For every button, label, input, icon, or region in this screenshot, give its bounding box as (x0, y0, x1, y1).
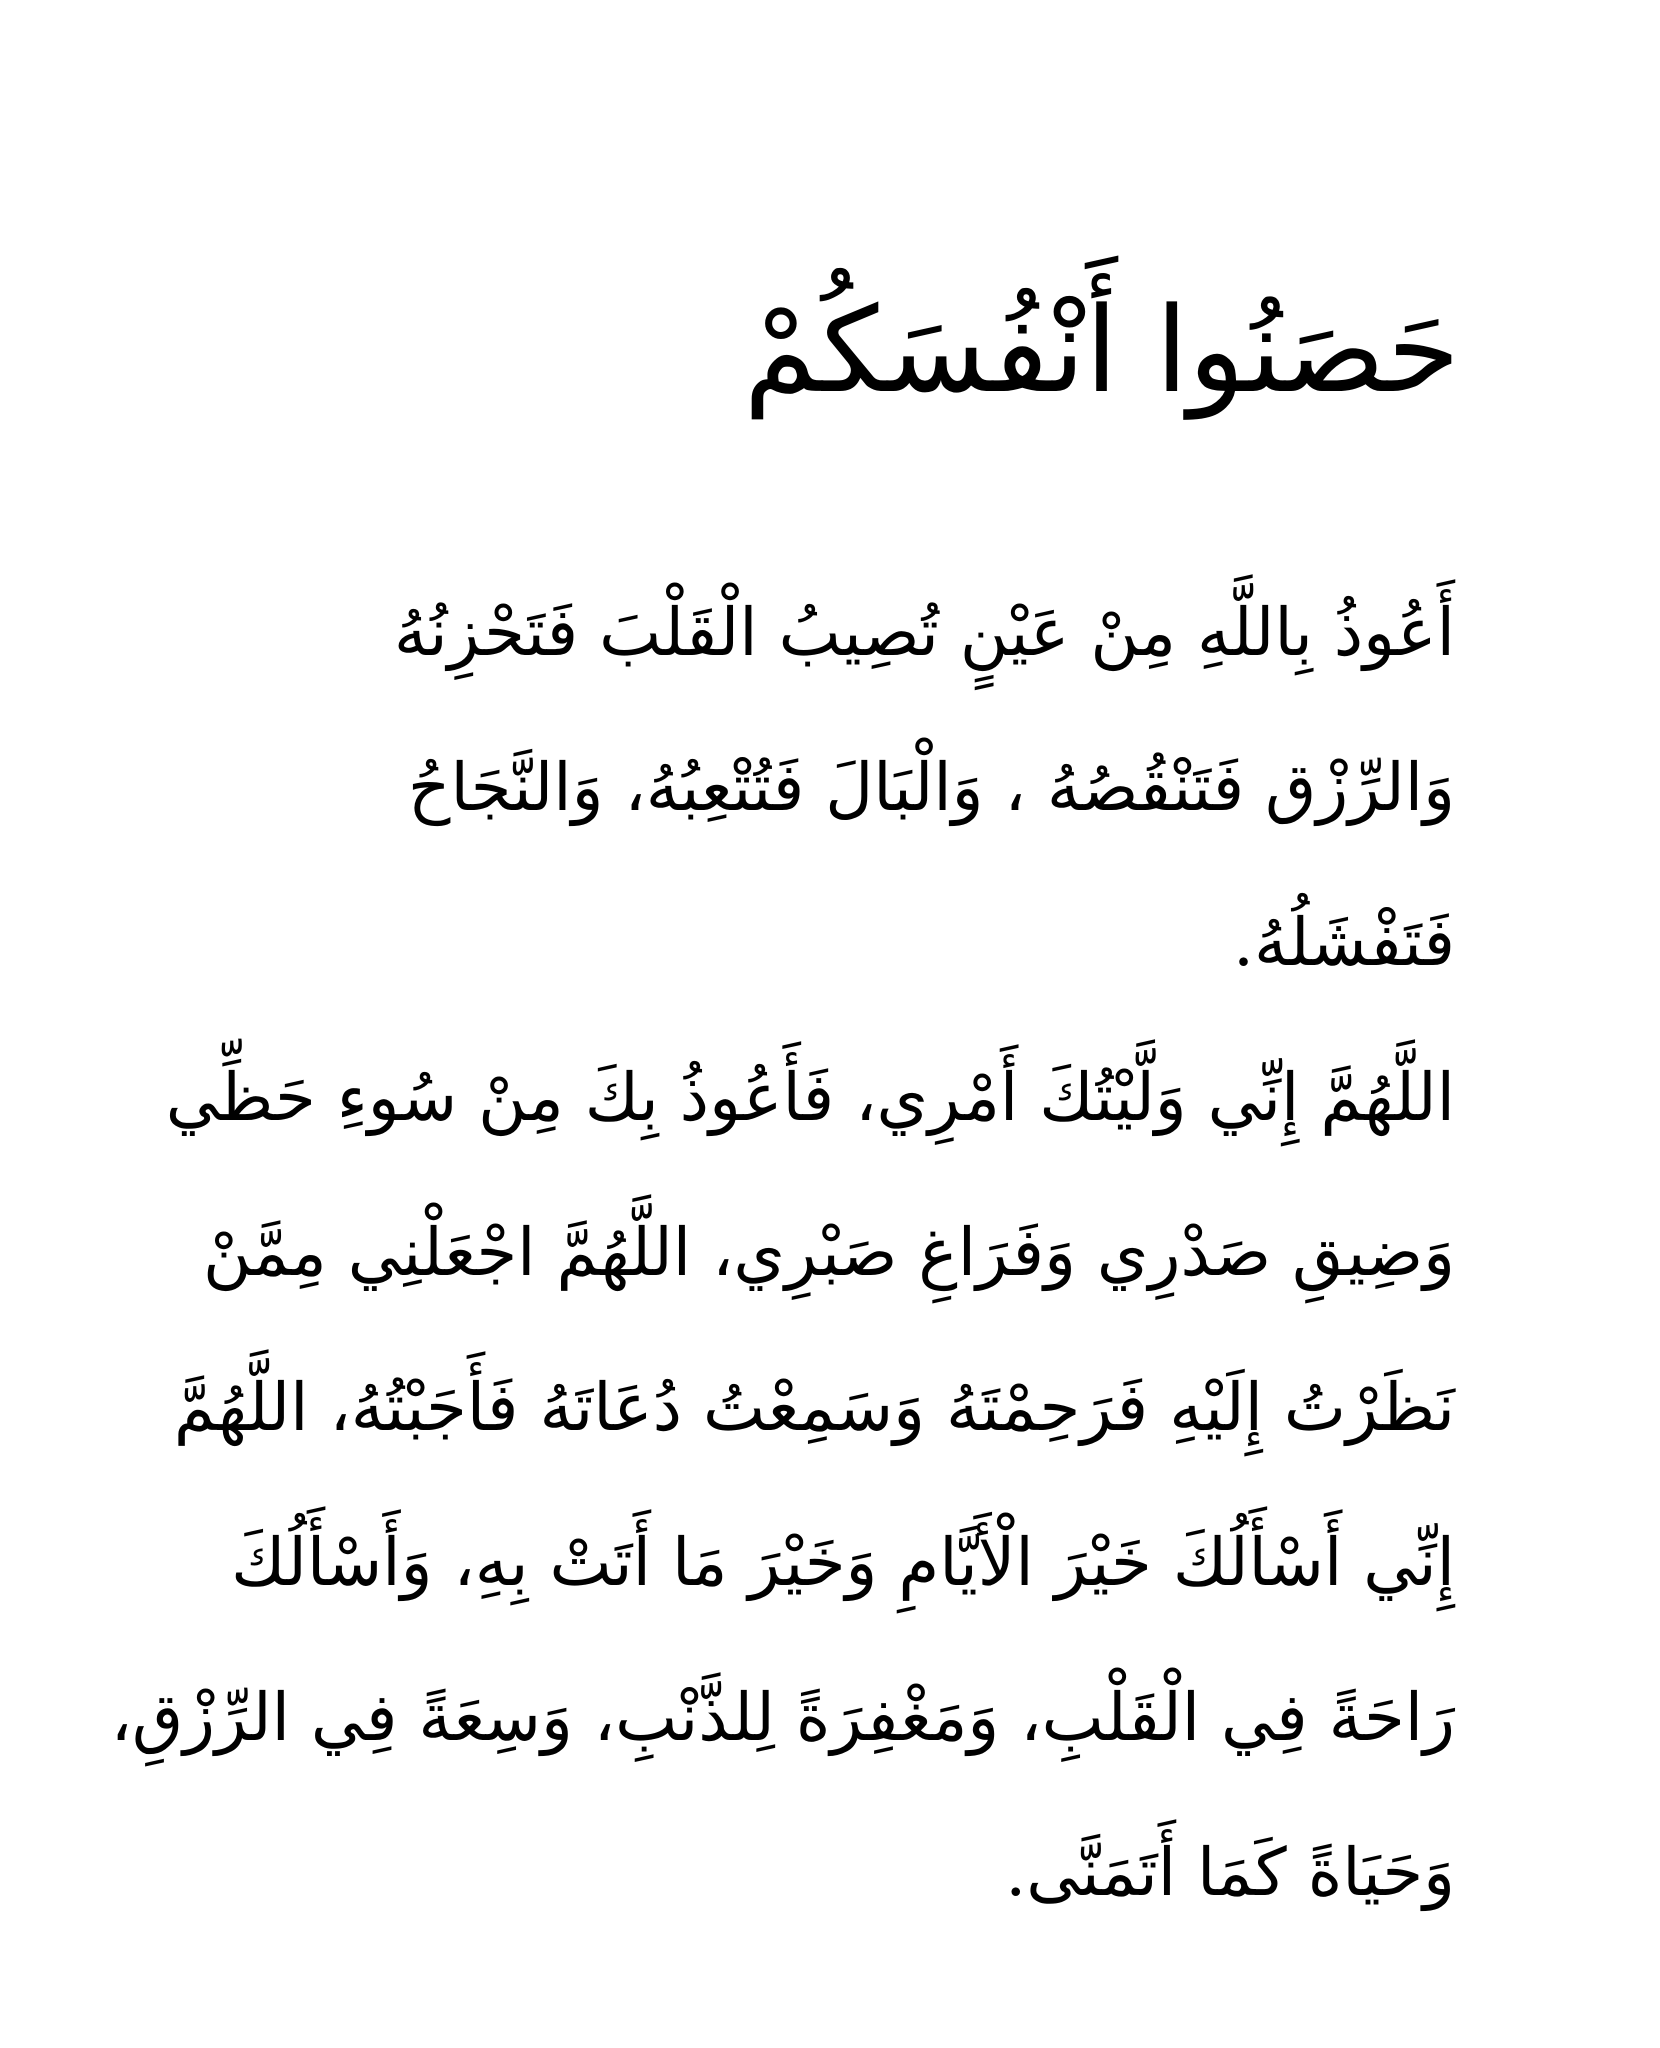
supplication-text (110, 555, 1455, 1950)
text-line: وَحَيَاةً كَمَا أَتَمَنَّى. (1005, 1834, 1455, 1911)
text-line: فَتَفْشَلُهُ. (1233, 904, 1455, 981)
text-line: رَاحَةً فِي الْقَلْبِ، وَمَغْفِرَةً لِلذَّنْبِ، وَسِعَةً فِي الرِّزْقِ، (110, 1679, 1455, 1756)
text-line: نَظَرْتُ إِلَيْهِ فَرَحِمْتَهُ وَسَمِعْتُ دُعَاتَهُ فَأَجَبْتُهُ، اللَّهُمَّ (173, 1369, 1455, 1446)
text-line: أَعُوذُ بِاللَّهِ مِنْ عَيْنٍ تُصِيبُ الْقَلْبَ فَتَحْزِنُهُ (393, 594, 1455, 671)
paragraph-2 (110, 1020, 1455, 1950)
text-line: إِنِّي أَسْأَلُكَ خَيْرَ الْأَيَّامِ وَخَيْرَ مَا أَتَتْ بِهِ، وَأَسْأَلُكَ (231, 1524, 1455, 1601)
text-line: وَضِيقِ صَدْرِي وَفَرَاغِ صَبْرِي، اللَّهُمَّ اجْعَلْنِي مِمَّنْ (202, 1214, 1455, 1291)
text-line: وَالرِّزْق فَتَنْقُصُهُ ، وَالْبَالَ فَتُتْعِبُهُ، وَالنَّجَاحُ (407, 749, 1455, 826)
text-line: اللَّهُمَّ إِنِّي وَلَّيْتُكَ أَمْرِي، فَأَعُوذُ بِكَ مِنْ سُوءِ حَظِّي (165, 1059, 1455, 1136)
paragraph-1 (240, 555, 1455, 1020)
page-title: حَصَنُوا أَنْفُسَكُمْ (743, 281, 1460, 419)
